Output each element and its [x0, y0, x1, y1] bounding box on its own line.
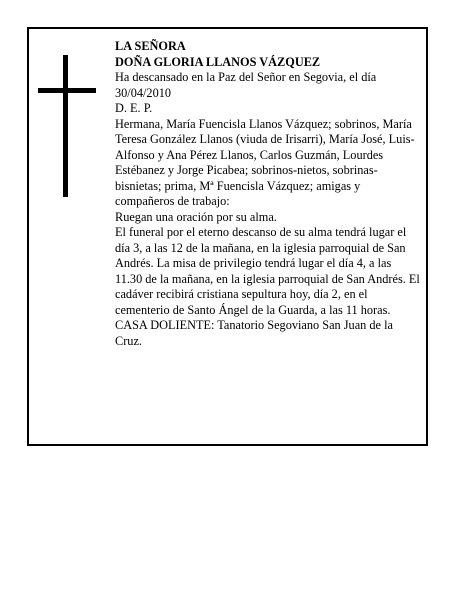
- notice-heading-title: LA SEÑORA: [115, 39, 186, 53]
- mourning-house: CASA DOLIENTE: Tanatorio Segoviano San Juan de la Cruz.: [115, 318, 393, 348]
- prayer-request: Ruegan una oración por su alma.: [115, 209, 277, 224]
- deceased-name: DOÑA GLORIA LLANOS VÁZQUEZ: [115, 54, 321, 69]
- family-list: Hermana, María Fuencisla Llanos Vázquez; sobrinos, María Teresa González Llanos (viuda de Irisarri), María José, Luis-Alfonso y Ana Pérez Llanos, Carlos Guzmán, Lourdes Estébanez y Jorge Picabea; sobrinos-nietos, sobrinas-bisnietas; prima, Mª Fuencisla Vázquez; amigas y compañeros de trabajo:: [115, 116, 415, 208]
- rip-line: D. E. P.: [115, 101, 153, 115]
- death-statement: Ha descansado en la Paz del Señor en Segovia, el día 30/04/2010: [115, 70, 377, 100]
- latin-cross-icon: [38, 55, 96, 197]
- funeral-details: El funeral por el eterno descanso de su alma tendrá lugar el día 3, a las 12 de la mañana, en la iglesia parroquial de San Andrés. La misa de privilegio tendrá lugar el día 4, a las 11.30 de la mañana, en la iglesia parroquial de San Andrés. El cadáver recibirá cristiana sepultura hoy, día 2, en el cementerio de Santo Ángel de la Guarda, a las 11 horas.: [115, 225, 420, 317]
- cross-vertical-bar: [63, 55, 68, 197]
- obituary-text: [115, 39, 420, 349]
- cross-horizontal-bar: [38, 88, 96, 93]
